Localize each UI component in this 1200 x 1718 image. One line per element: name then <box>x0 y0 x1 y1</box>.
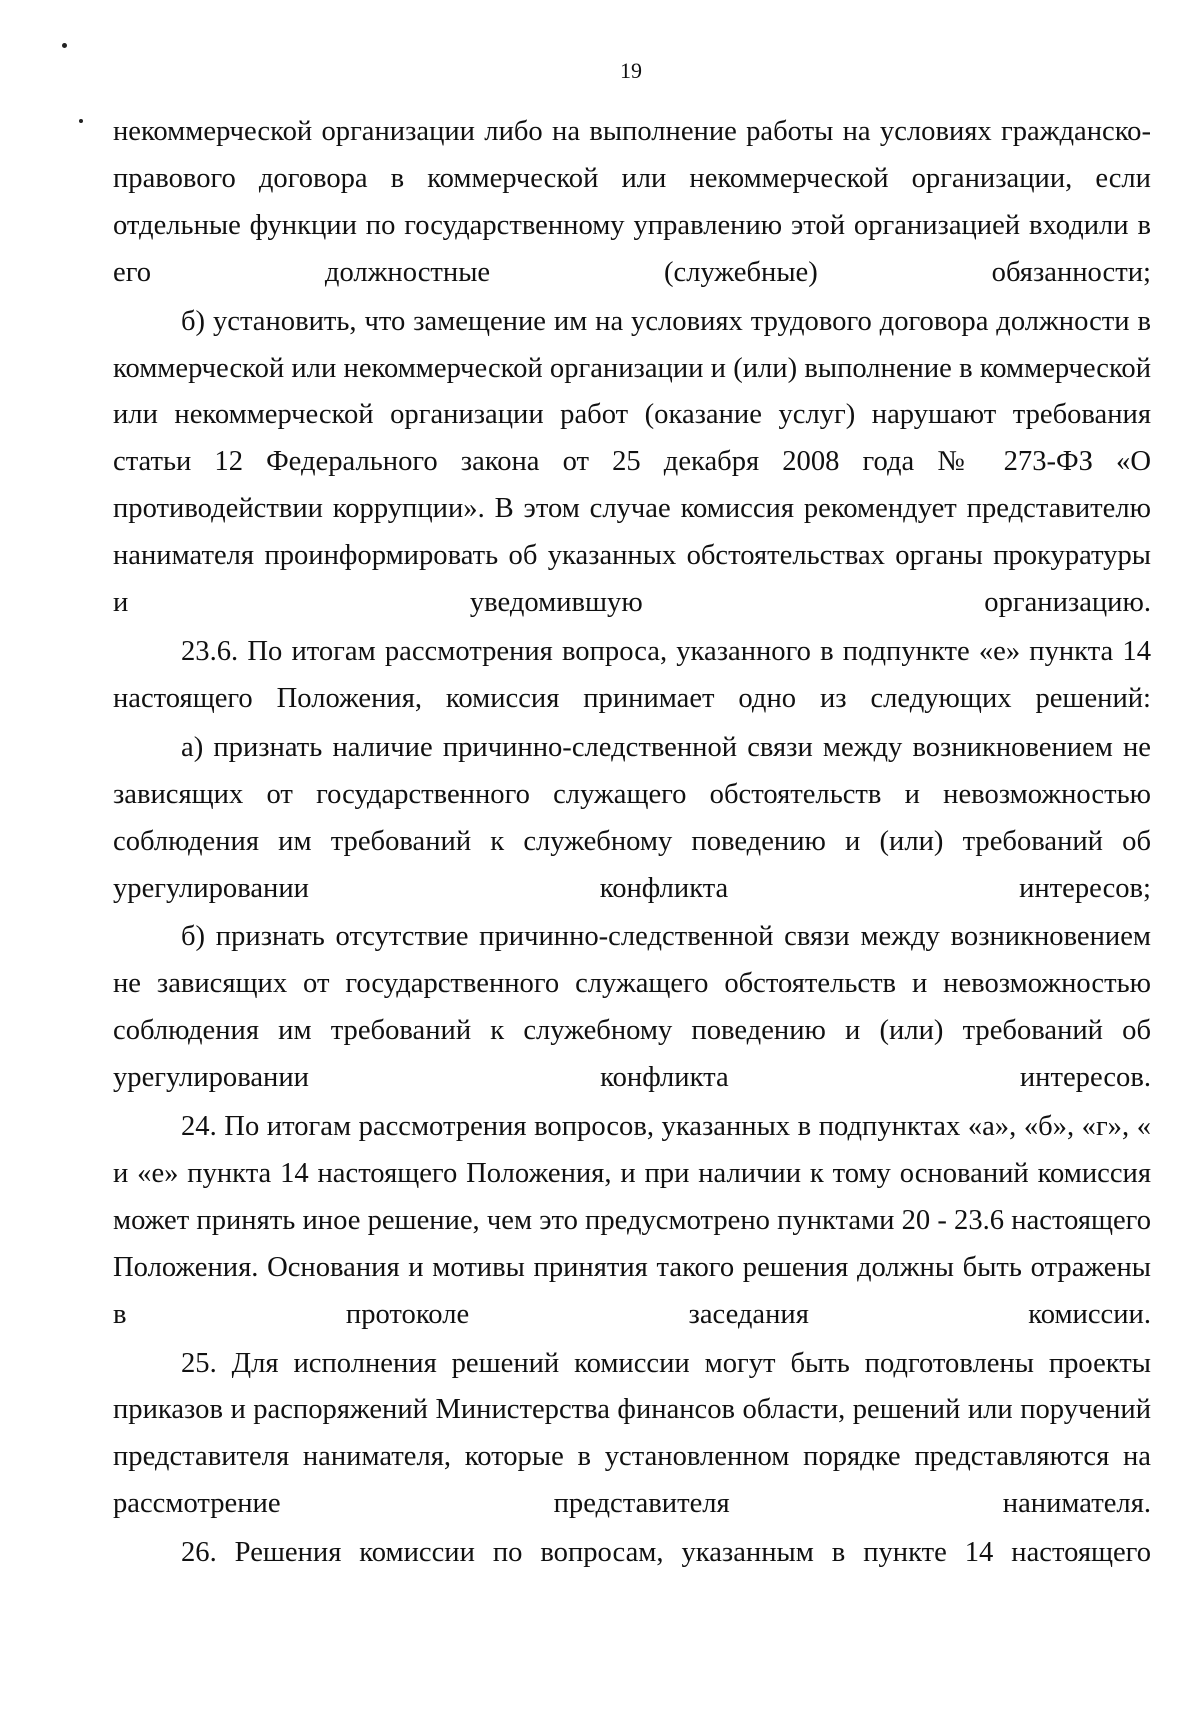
document-body <box>113 109 1151 1577</box>
paragraph-item-a-decision: а) признать наличие причинно-следственной связи между возникновением не зависящих от государственного служащего обстоятельств и невозможностью соблюдения им требований к служебному поведению и (или) требований об урегулировании конфликта интересов; <box>113 731 1151 904</box>
paragraph-continuation: некоммерческой организации либо на выполнение работы на условиях гражданско-правового договора в коммерческой или некоммерческой организации, если отдельные функции по государственному управлению этой организацией входили в его должностные (служебные) обязанности; <box>113 116 1151 288</box>
paragraph-23-6: 23.6. По итогам рассмотрения вопроса, указанного в подпункте «е» пункта 14 настоящего Положения, комиссия принимает одно из следующих решений: <box>113 635 1151 714</box>
paragraph-25: 25. Для исполнения решений комиссии могут быть подготовлены проекты приказов и распоряжений Министерства финансов области, решений или поручений представителя нанимателя, которые в установленном порядке представляются на рассмотрение представителя нанимателя. <box>113 1347 1151 1520</box>
paragraph-26: 26. Решения комиссии по вопросам, указанным в пункте 14 настоящего <box>181 1537 1151 1569</box>
paragraph-item-b-decision: б) признать отсутствие причинно-следственной связи между возникновением не зависящих от государственного служащего обстоятельств и невозможностью соблюдения им требований к служебному поведению и (или) требований об урегулировании конфликта интересов. <box>113 921 1151 1094</box>
scan-speck <box>79 119 83 123</box>
scan-speck <box>62 43 67 48</box>
page-number: 19 <box>620 58 642 83</box>
paragraph-24: 24. По итогам рассмотрения вопросов, указанных в подпунктах «а», «б», «г», « и «е» пункта 14 настоящего Положения, и при наличии к тому оснований комиссия может принять иное решение, чем это предусмотрено пунктами 20 - 23.6 настоящего Положения. Основания и мотивы принятия такого решения должны быть отражены в протоколе заседания комиссии. <box>113 1111 1151 1330</box>
paragraph-item-b-recommendation: б) установить, что замещение им на условиях трудового договора должности в коммерческой или некоммерческой организации и (или) выполнение в коммерческой или некоммерческой организации работ (оказание услуг) нарушают требования статьи 12 Федерального закона от 25 декабря 2008 года № 273-ФЗ «О противодействии коррупции». В этом случае комиссия рекомендует представителю нанимателя проинформировать об указанных обстоятельствах органы прокуратуры и уведомившую организацию. <box>113 305 1151 619</box>
